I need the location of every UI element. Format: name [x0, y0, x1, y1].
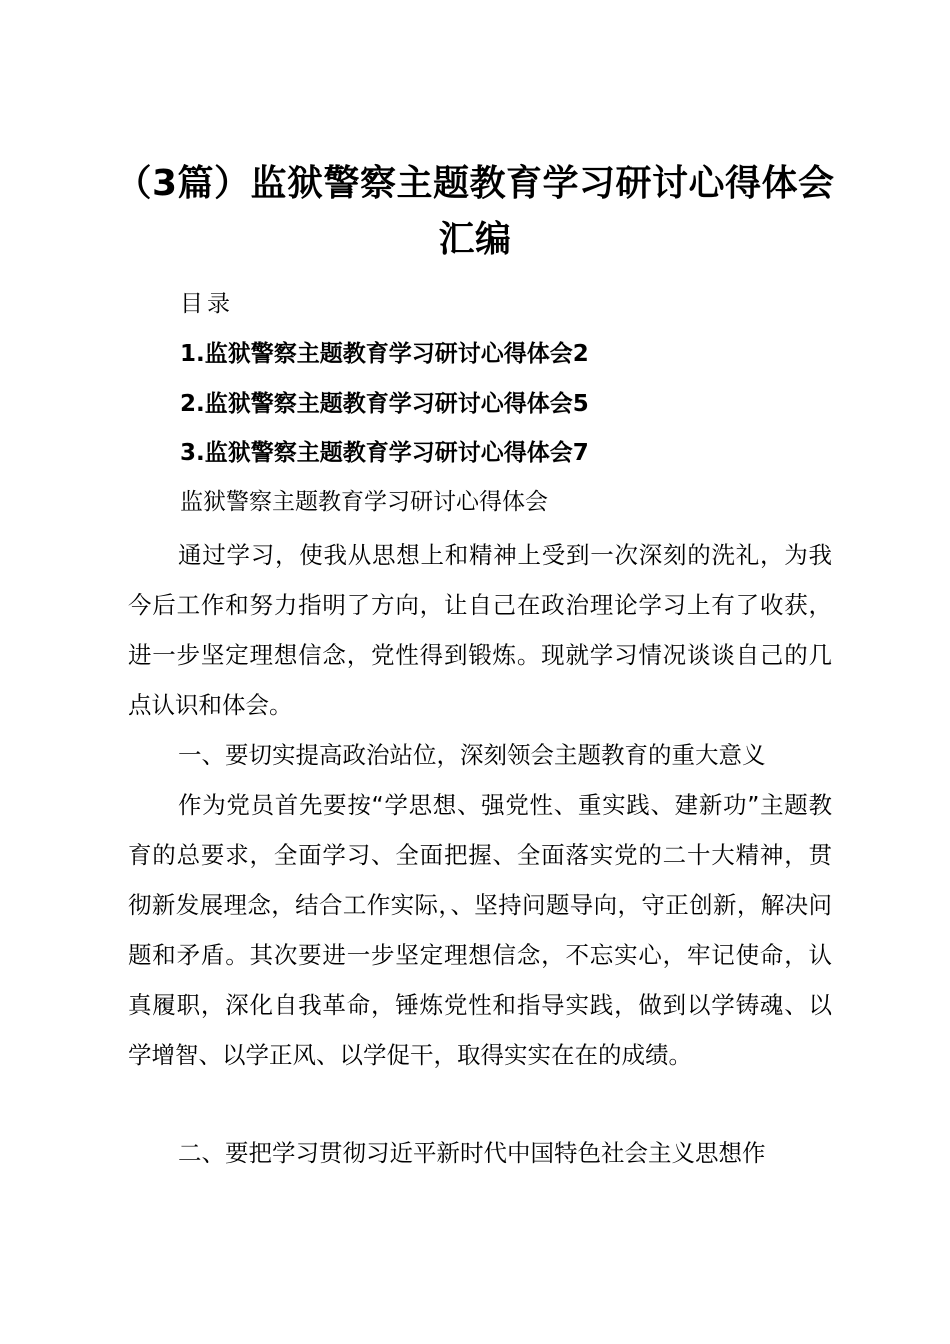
paragraph-section-1: 作为党员首先要按“学思想、强党性、重实践、建新功”主题教育的总要求，全面学习、全面把握、全面落实党的二十大精神，贯彻新发展理念，结合工作实际，、坚持问题导向，守正创新，解决问题和矛盾。其次要进一步坚定理想信念，不忘实心，牢记使命，认真履职，深化自我革命，锤炼党性和指导实践，做到以学铸魂、以学增智、以学正风、以学促干，取得实实在在的成绩。 — [128, 791, 832, 1069]
toc-item-1[interactable]: 1.监狱警察主题教育学习研讨心得体会2 — [180, 341, 589, 367]
paragraph-intro: 通过学习，使我从思想上和精神上受到一次深刻的洗礼，为我今后工作和努力指明了方向，让自己在政治理论学习上有了收获，进一步坚定理想信念，党性得到锻炼。现就学习情况谈谈自己的几点认识和体会。 — [128, 541, 832, 719]
section-1-heading: 一、要切实提高政治站位，深刻领会主题教育的重大意义 — [178, 741, 766, 769]
toc-item-2[interactable]: 2.监狱警察主题教育学习研讨心得体会5 — [180, 391, 589, 417]
toc-item-3[interactable]: 3.监狱警察主题教育学习研讨心得体会7 — [180, 440, 589, 466]
article-title: 监狱警察主题教育学习研讨心得体会 — [180, 489, 548, 515]
document-title: （3篇）监狱警察主题教育学习研讨心得体会汇编 — [115, 163, 835, 260]
section-2-heading: 二、要把学习贯彻习近平新时代中国特色社会主义思想作 — [178, 1139, 766, 1167]
toc-heading: 目录 — [180, 291, 234, 317]
